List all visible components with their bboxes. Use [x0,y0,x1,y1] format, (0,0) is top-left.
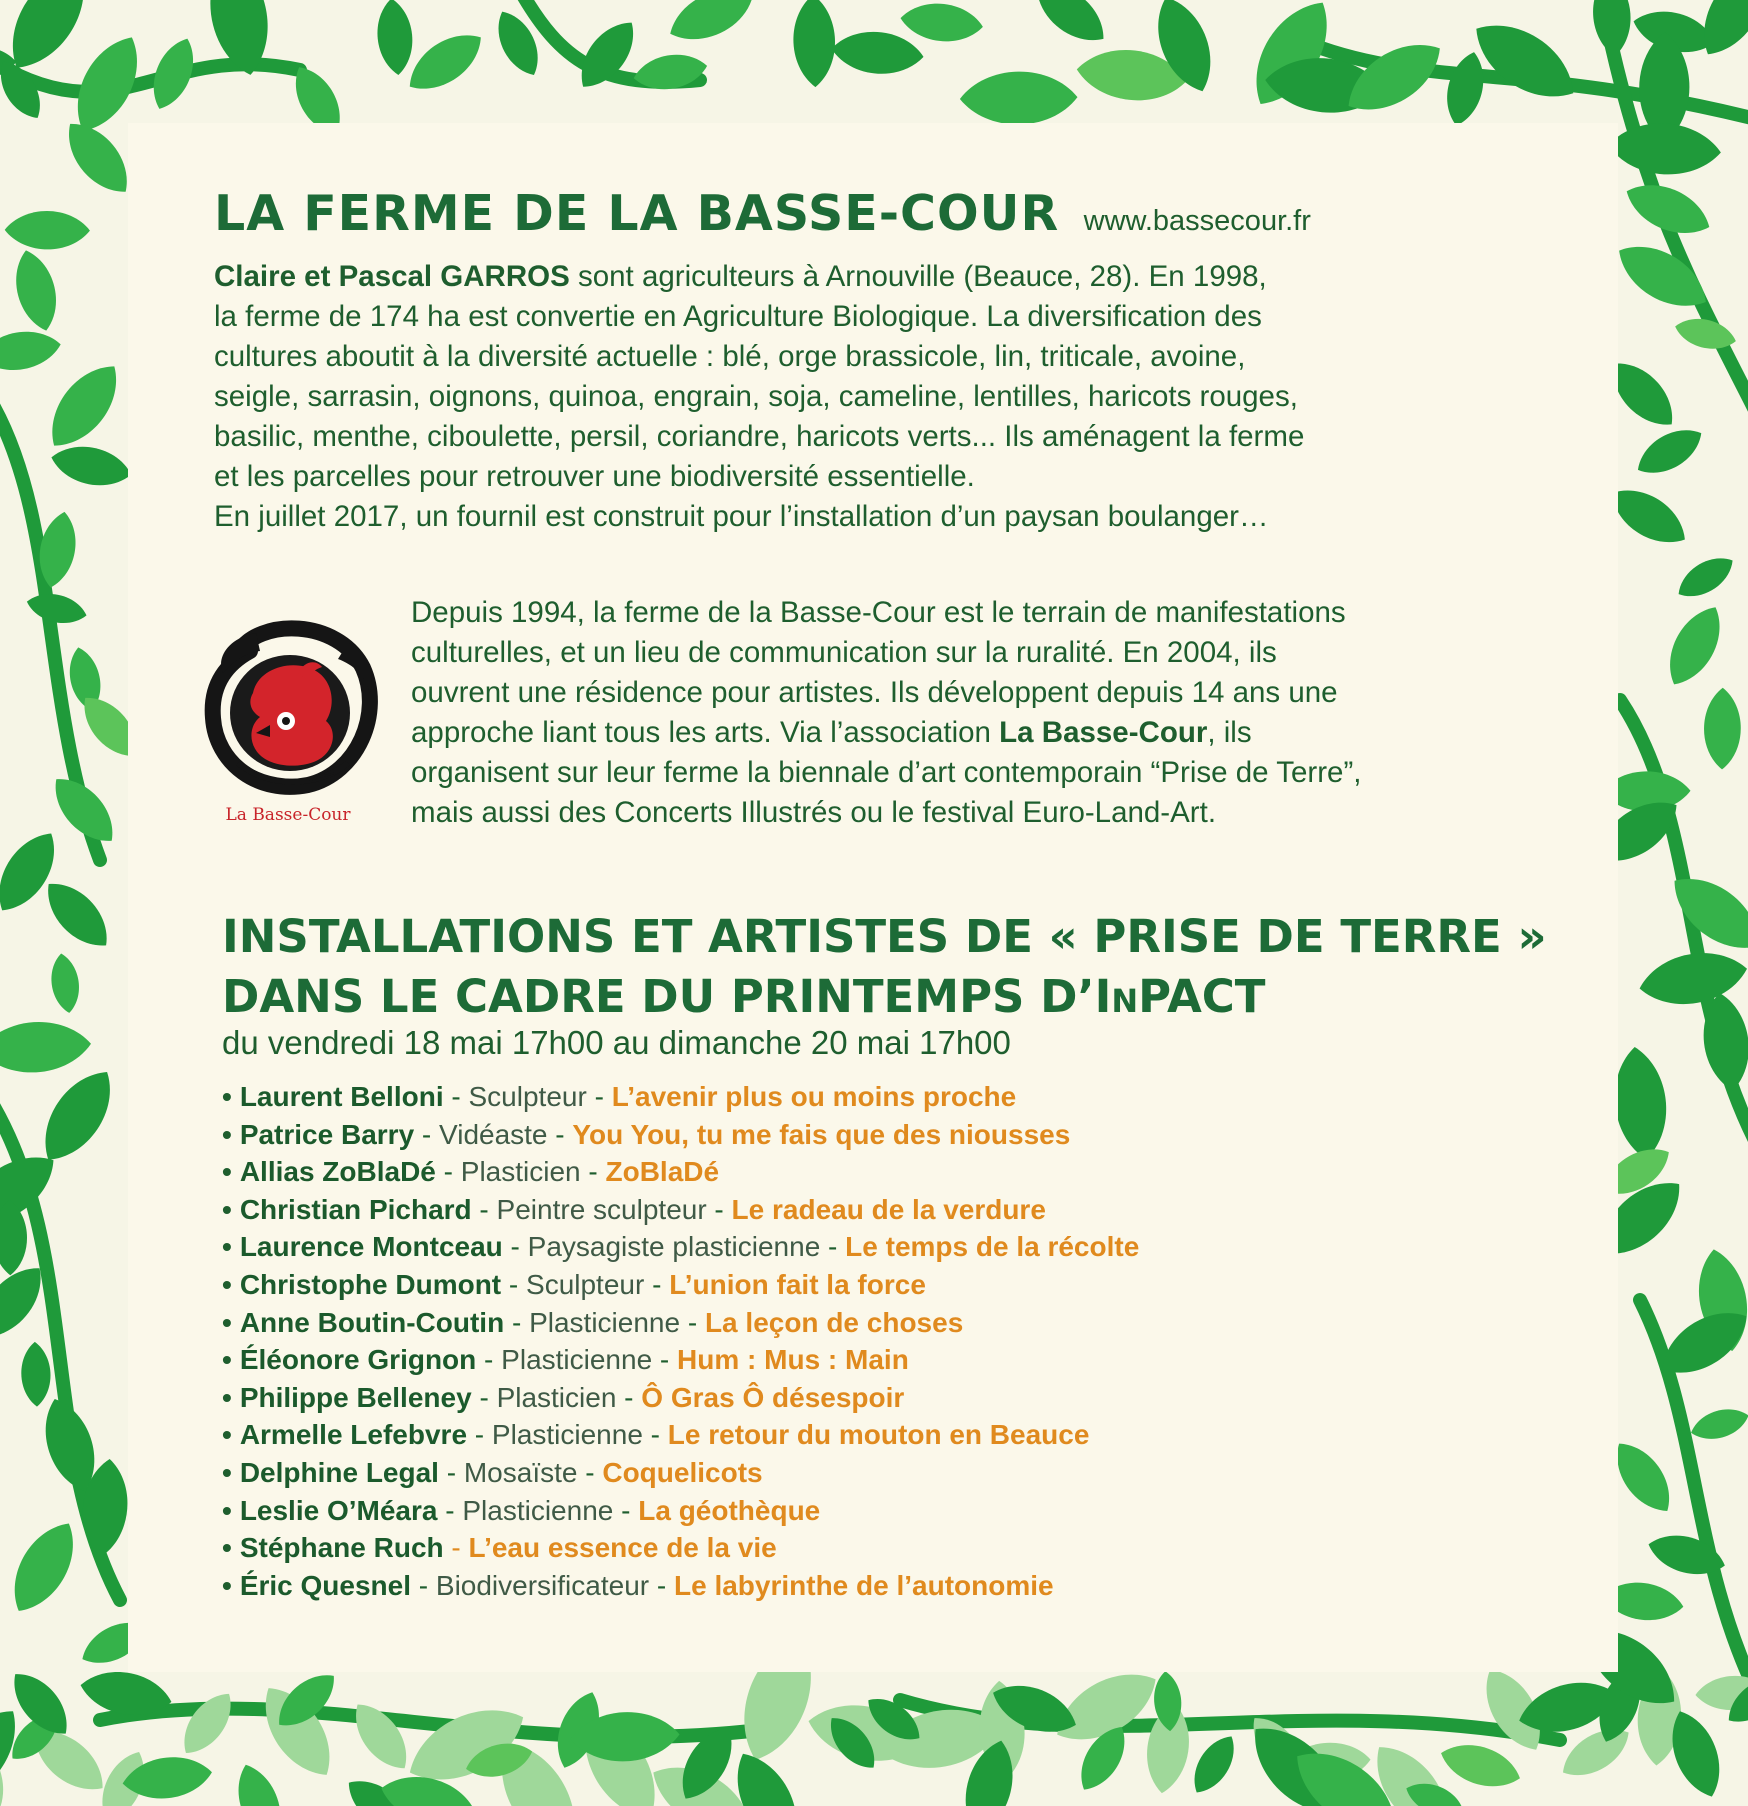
event-dates: du vendredi 18 mai 17h00 au dimanche 20 mai 17h00 [222,1024,1011,1061]
artist-role: Plasticienne [491,1419,643,1451]
separator: - [471,1193,497,1225]
list-item [222,1341,1139,1379]
intro-paragraph [214,257,1534,537]
artist-role: Sculpteur [526,1268,645,1300]
bullet: • [222,1231,232,1263]
association-line: Depuis 1994, la ferme de la Basse-Cour est le terrain de manifestations [411,596,1346,629]
leaf-shape [0,1019,93,1076]
artist-name: Christophe Dumont [239,1268,502,1300]
separator: - [443,1081,469,1112]
artist-name: Éric Quesnel [239,1569,411,1601]
leaf-shape [1671,548,1740,606]
separator: - [649,1569,674,1601]
leaf-shape [8,246,64,335]
separator: - [586,1081,612,1112]
association-paragraph [411,593,1571,833]
leaf-shape [899,0,985,45]
separator: - [613,1494,639,1526]
list-item [222,1228,1139,1266]
list-item [222,1153,1139,1191]
artist-role: Mosaïste [463,1456,578,1488]
artist-list [222,1078,1139,1604]
leaf-shape [399,21,492,102]
artwork-title: Ô Gras Ô désespoir [641,1381,905,1413]
artwork-title: L’avenir plus ou moins proche [611,1081,1017,1112]
leaf-shape [1590,0,1633,58]
leaf-shape [42,767,125,853]
bullet: • [222,1081,232,1112]
list-item [222,1191,1139,1229]
bullet: • [222,1494,232,1526]
separator: - [616,1381,642,1413]
list-item [222,1567,1139,1605]
artist-name: Stéphane Ruch [239,1532,444,1564]
separator: - [438,1456,464,1488]
leaf-shape [35,871,120,958]
separator: - [504,1306,530,1338]
separator: - [580,1156,606,1188]
separator: - [680,1306,705,1338]
list-item [222,1416,1139,1454]
artwork-title: Le temps de la récolte [845,1231,1140,1263]
artist-name: Leslie O’Méara [239,1494,438,1526]
artwork-title: Hum : Mus : Main [677,1344,909,1376]
intro-line: et les parcelles pour retrouver une biodiversité essentielle. [214,460,975,493]
separator: - [502,1231,528,1263]
bullet: • [222,1268,232,1300]
intro-line: En juillet 2017, un fournil est construit pour l’installation d’un paysan boulanger… [214,500,1269,533]
basse-cour-logo [198,613,378,833]
artist-name: Laurence Montceau [239,1231,503,1263]
leaf-shape [1687,1403,1748,1446]
rooster-logo-icon [198,613,378,803]
list-item [222,1116,1139,1154]
artist-role: Plasticienne [462,1494,614,1526]
association-line: culturelles, et un lieu de communication sur la ruralité. En 2004, ils [411,636,1277,669]
separator: - [547,1118,573,1150]
artist-role: Plasticienne [529,1306,681,1338]
leaf-shape [0,1512,89,1622]
separator: - [652,1344,678,1376]
separator: - [437,1494,463,1526]
bullet: • [222,1381,232,1413]
list-item [222,1454,1139,1492]
artist-role: Peintre sculpteur [496,1193,707,1225]
artist-name: Philippe Belleney [239,1381,472,1413]
leaf-shape [1462,7,1588,115]
artwork-title: Coquelicots [602,1456,763,1488]
leaf-shape [173,1684,243,1763]
leaf-shape [1607,120,1723,178]
website-link[interactable]: www.bassecour.fr [1083,205,1311,237]
leaf-shape [1704,688,1741,770]
leaf-shape [1435,1735,1525,1796]
separator: - [443,1532,469,1564]
separator: - [577,1456,603,1488]
leaf-shape [374,0,415,77]
artist-name: Laurent Belloni [239,1081,444,1112]
artist-name: Patrice Barry [239,1118,415,1150]
leaf-shape [1630,419,1710,484]
leaf-shape [29,1059,127,1173]
leaf-shape [0,1200,27,1276]
separator: - [706,1193,732,1225]
artwork-title: L’union fait la force [669,1268,926,1300]
artist-role: Plasticien [460,1156,581,1188]
artist-name: Armelle Lefebvre [239,1419,468,1451]
separator: - [644,1268,670,1300]
artist-role: Plasticienne [501,1344,653,1376]
leaf-shape [5,211,91,250]
artwork-title: Le retour du mouton en Beauce [667,1419,1090,1451]
artist-name: Christian Pichard [239,1193,472,1225]
artwork-title: You You, tu me fais que des niousses [572,1118,1071,1150]
separator: - [820,1231,846,1263]
separator: - [414,1118,440,1150]
bullet: • [222,1118,232,1150]
list-item [222,1304,1139,1342]
leaf-shape [1609,1044,1671,1161]
leaf-shape [343,1694,419,1779]
artwork-title: Le radeau de la verdure [731,1193,1046,1225]
artist-name: Éléonore Grignon [239,1344,477,1376]
leaf-shape [662,0,762,52]
separator: - [471,1381,497,1413]
artwork-title: ZoBlaDé [605,1156,720,1188]
association-name: La Basse-Cour [999,716,1208,749]
association-line: approche liant tous les arts. Via l’association La Basse-Cour, ils [411,716,1252,749]
bullet: • [222,1569,232,1601]
leaf-shape [48,952,83,1015]
artist-role: Paysagiste plasticienne [527,1231,821,1263]
list-item [222,1078,1139,1116]
intro-line: la ferme de 174 ha est convertie en Agriculture Biologique. La diversification des [214,300,1262,333]
leaf-shape [1184,1729,1244,1801]
association-line: mais aussi des Concerts Illustrés ou le festival Euro-Land-Art. [411,796,1217,829]
intro-line: cultures aboutit à la diversité actuelle : blé, orge brassicole, lin, triticale, avoine, [214,340,1246,373]
artist-name: Anne Boutin-Coutin [239,1306,505,1338]
leaf-shape [830,28,926,78]
association-line: organisent sur leur ferme la biennale d’art contemporain “Prise de Terre”, [411,756,1362,789]
list-item [222,1529,1139,1567]
separator: - [435,1156,461,1188]
separator: - [467,1419,492,1451]
bullet: • [222,1419,232,1451]
owners-name: Claire et Pascal GARROS [214,260,570,293]
artist-name: Delphine Legal [239,1456,439,1488]
artist-role: Biodiversificateur [435,1569,650,1601]
artwork-title: La leçon de choses [704,1306,964,1338]
artwork-title: L’eau essence de la vie [468,1532,777,1564]
intro-line: Claire et Pascal GARROS sont agriculteurs à Arnouville (Beauce, 28). En 1998, [214,260,1267,293]
leaf-shape [959,71,1077,126]
bullet: • [222,1532,232,1564]
installations-title: INSTALLATIONS ET ARTISTES DE « PRISE DE TERRE » DANS LE CADRE DU PRINTEMPS D’INPACT [222,910,1547,1023]
artwork-title: La géothèque [638,1494,821,1526]
leaf-shape [1657,598,1733,694]
artist-name: Allias ZoBlaDé [239,1156,436,1188]
artist-role: Vidéaste [439,1118,548,1150]
bullet: • [222,1306,232,1338]
separator: - [411,1569,436,1601]
leaf-shape [228,1759,291,1806]
header [214,185,1311,242]
list-item [222,1492,1139,1530]
leaf-shape [792,0,836,88]
separator: - [476,1344,502,1376]
separator: - [501,1268,527,1300]
logo-caption: La Basse-Cour [225,805,351,825]
bullet: • [222,1456,232,1488]
list-item [222,1266,1139,1304]
intro-line: basilic, menthe, ciboulette, persil, coriandre, haricots verts... Ils aménagent la ferme [214,420,1305,453]
artist-role: Plasticien [496,1381,617,1413]
leaf-shape [20,1341,51,1407]
content-card [128,123,1618,1672]
bullet: • [222,1193,232,1225]
leaf-shape [1025,0,1115,54]
bullet: • [222,1344,232,1376]
association-line: ouvrent une résidence pour artistes. Ils développent depuis 14 ans une [411,676,1338,709]
intro-line: seigle, sarrasin, oignons, quinoa, engrain, soja, cameline, lentilles, haricots rouges, [214,380,1298,413]
leaf-shape [1440,48,1491,129]
leaf-shape [48,439,136,492]
page-title: LA FERME DE LA BASSE-COUR [214,185,1060,242]
leaf-shape [36,353,132,459]
list-item [222,1379,1139,1417]
artist-role: Sculpteur [468,1081,587,1112]
separator: - [642,1419,668,1451]
bullet: • [222,1156,232,1188]
artwork-title: Le labyrinthe de l’autonomie [673,1569,1054,1601]
leaf-shape [0,326,64,376]
